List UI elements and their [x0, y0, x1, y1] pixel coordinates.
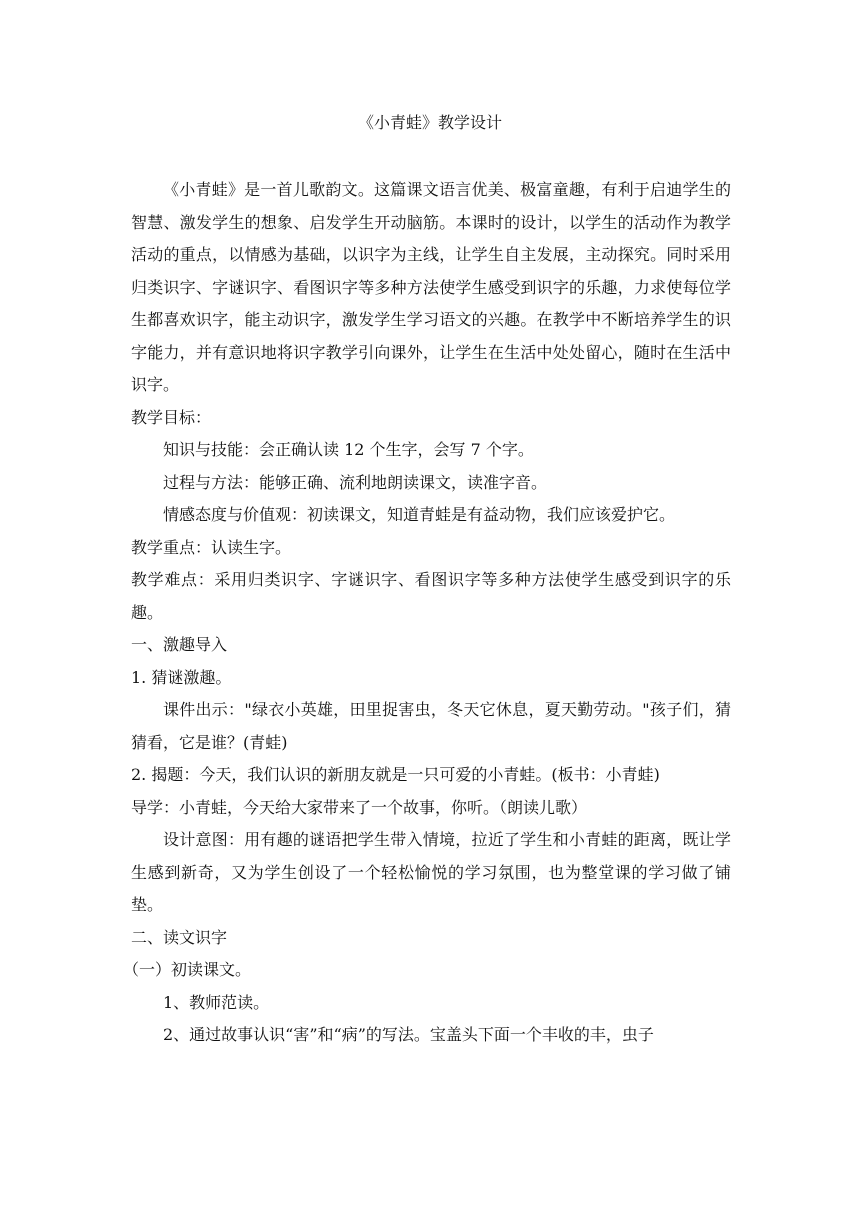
subsection-item-2: 2、通过故事认识“害”和“病”的写法。宝盖头下面一个丰收的丰，虫子 — [163, 1025, 654, 1044]
section-heading-1: 一、激趣导入 — [131, 635, 228, 654]
subsection-item-1: 1、教师范读。 — [163, 992, 270, 1012]
document-body — [123, 174, 731, 1052]
subsection-heading-1: （一）初读课文。 — [123, 960, 252, 979]
section-heading-2: 二、读文识字 — [131, 927, 228, 947]
goal-emotion: 情感态度与价值观：初读课文，知道青蛙是有益动物，我们应该爱护它。 — [163, 505, 676, 524]
riddle-paragraph: 课件出示："绿衣小英雄，田里捉害虫，冬天它休息，夏天勤劳动。"孩子们，猜猜看，它是谁？(青蛙) — [131, 700, 731, 752]
key-point: 教学重点：认读生字。 — [131, 537, 292, 557]
difficulty: 教学难点：采用归类识字、字谜识字、看图识字等多种方法使学生感受到识字的乐趣。 — [131, 570, 731, 622]
document-title: 《小青蛙》教学设计 — [357, 113, 502, 132]
design-intent-paragraph: 设计意图：用有趣的谜语把学生带入情境，拉近了学生和小青蛙的距离，既让学生感到新奇，又为学生创设了一个轻松愉悦的学习氛围，也为整堂课的学习做了铺垫。 — [131, 830, 731, 914]
intro-paragraph: 《小青蛙》是一首儿歌韵文。这篇课文语言优美、极富童趣，有利于启迪学生的智慧、激发学生的想象、启发学生开动脑筋。本课时的设计，以学生的活动作为教学活动的重点，以情感为基础，以识字为主线，让学生自主发展，主动探究。同时采用归类识字、字谜识字、看图识字等多种方法使学生感受到识字的乐趣，力求使每位学生都喜欢识字，能主动识字，激发学生学习语文的兴趣。在教学中不断培养学生的识字能力，并有意识地将识字教学引向课外，让学生在生活中处处留心，随时在生活中识字。 — [131, 180, 731, 394]
step-1: 1. 猜谜激趣。 — [131, 667, 232, 687]
goal-knowledge: 知识与技能：会正确认读 12 个生字，会写 7 个字。 — [163, 440, 534, 459]
goal-process: 过程与方法：能够正确、流利地朗读课文，读准字音。 — [163, 472, 548, 492]
guide-paragraph: 导学：小青蛙，今天给大家带来了一个故事，你听。（朗读儿歌） — [131, 797, 588, 817]
goals-heading: 教学目标： — [131, 407, 212, 427]
step-2: 2. 揭题：今天，我们认识的新朋友就是一只可爱的小青蛙。(板书：小青蛙) — [131, 765, 660, 784]
